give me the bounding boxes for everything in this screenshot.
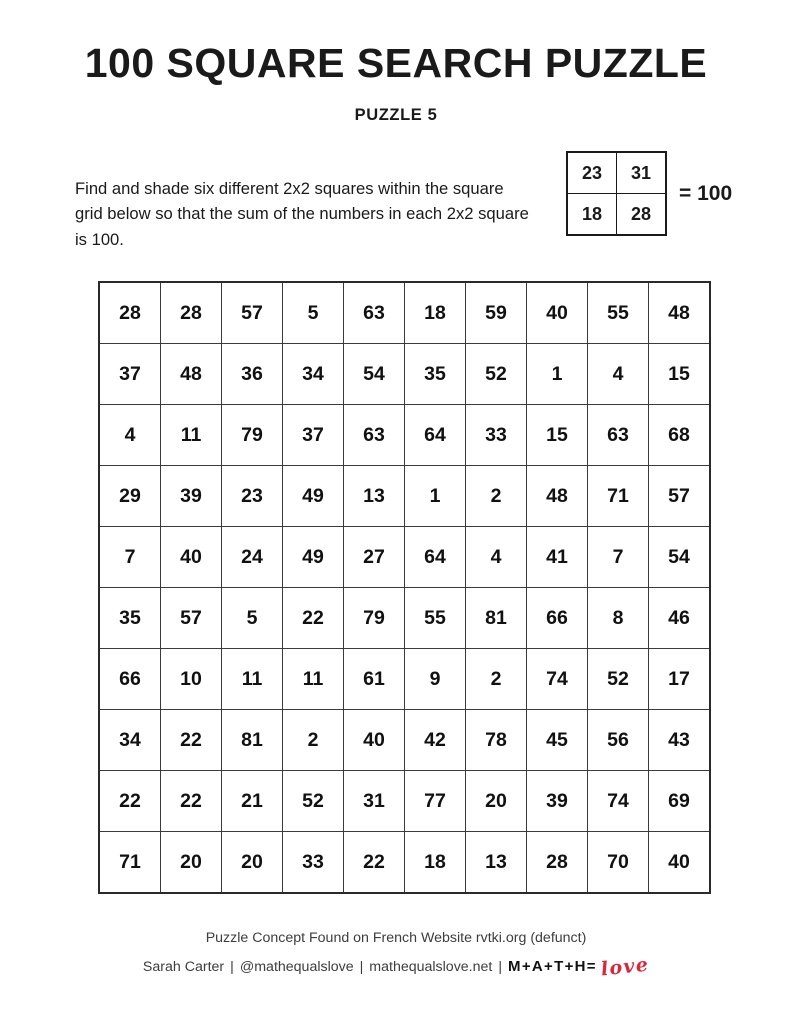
grid-cell[interactable]: 57 (222, 282, 283, 344)
grid-cell[interactable]: 64 (405, 527, 466, 588)
footer-author: Sarah Carter (142, 959, 225, 976)
grid-cell[interactable]: 9 (405, 649, 466, 710)
example-block (566, 151, 732, 236)
puzzle-grid-wrapper (98, 281, 711, 894)
page-title: 100 SQUARE SEARCH PUZZLE (84, 40, 708, 86)
grid-cell[interactable]: 22 (99, 771, 161, 832)
grid-cell[interactable]: 22 (344, 832, 405, 894)
grid-cell[interactable]: 22 (161, 710, 222, 771)
grid-cell[interactable]: 4 (99, 405, 161, 466)
grid-cell[interactable]: 37 (283, 405, 344, 466)
grid-cell[interactable]: 35 (405, 344, 466, 405)
grid-cell[interactable]: 29 (99, 466, 161, 527)
grid-cell[interactable]: 8 (588, 588, 649, 649)
grid-cell[interactable]: 54 (649, 527, 711, 588)
grid-cell[interactable]: 5 (283, 282, 344, 344)
grid-row (99, 527, 710, 588)
grid-cell[interactable]: 66 (527, 588, 588, 649)
grid-row (99, 771, 710, 832)
grid-cell[interactable]: 40 (527, 282, 588, 344)
grid-cell[interactable]: 4 (588, 344, 649, 405)
grid-cell[interactable]: 46 (649, 588, 711, 649)
grid-cell[interactable]: 13 (344, 466, 405, 527)
grid-cell[interactable]: 28 (527, 832, 588, 894)
page-subtitle: PUZZLE 5 (354, 106, 438, 125)
grid-row (99, 405, 710, 466)
grid-cell[interactable]: 55 (405, 588, 466, 649)
grid-cell[interactable]: 40 (161, 527, 222, 588)
footer-separator: | (359, 959, 364, 976)
math-equals-love-logo (508, 954, 649, 982)
grid-row (99, 588, 710, 649)
grid-cell[interactable]: 15 (527, 405, 588, 466)
grid-cell[interactable]: 66 (99, 649, 161, 710)
grid-cell[interactable]: 63 (344, 405, 405, 466)
grid-cell[interactable]: 2 (466, 466, 527, 527)
grid-cell[interactable]: 41 (527, 527, 588, 588)
grid-cell[interactable]: 2 (466, 649, 527, 710)
example-equals-label: = 100 (679, 181, 733, 205)
grid-cell[interactable]: 71 (99, 832, 161, 894)
grid-row (99, 282, 710, 344)
grid-cell[interactable]: 11 (283, 649, 344, 710)
logo-letter-m: M (508, 958, 522, 976)
grid-cell[interactable]: 39 (527, 771, 588, 832)
logo-letter-t: T (554, 958, 565, 976)
grid-cell[interactable]: 28 (161, 282, 222, 344)
grid-cell[interactable]: 7 (588, 527, 649, 588)
grid-cell[interactable]: 40 (344, 710, 405, 771)
grid-cell[interactable]: 81 (222, 710, 283, 771)
grid-cell[interactable]: 54 (344, 344, 405, 405)
grid-cell[interactable]: 42 (405, 710, 466, 771)
grid-row (99, 710, 710, 771)
grid-cell[interactable]: 63 (344, 282, 405, 344)
grid-cell[interactable]: 33 (466, 405, 527, 466)
grid-cell[interactable]: 11 (161, 405, 222, 466)
example-2x2-grid (566, 151, 667, 236)
grid-cell[interactable]: 48 (161, 344, 222, 405)
grid-cell[interactable]: 31 (344, 771, 405, 832)
grid-cell[interactable]: 79 (222, 405, 283, 466)
grid-cell[interactable]: 36 (222, 344, 283, 405)
footer (0, 928, 792, 981)
instructions-text: Find and shade six different 2x2 squares within the square grid below so that the sum of the numbers in each 2x2 square is 100. (75, 178, 529, 250)
example-cell: 23 (567, 152, 617, 194)
grid-cell[interactable]: 15 (649, 344, 711, 405)
grid-cell[interactable]: 1 (527, 344, 588, 405)
footer-separator: | (230, 959, 234, 976)
grid-cell[interactable]: 23 (222, 466, 283, 527)
logo-love-script: love (599, 953, 650, 981)
grid-cell[interactable]: 20 (466, 771, 527, 832)
grid-row (99, 466, 710, 527)
grid-cell[interactable]: 48 (649, 282, 711, 344)
intro-section (0, 151, 792, 261)
grid-cell[interactable]: 55 (588, 282, 649, 344)
grid-cell[interactable]: 49 (283, 527, 344, 588)
grid-cell[interactable]: 70 (588, 832, 649, 894)
grid-row (99, 344, 710, 405)
grid-cell[interactable]: 20 (161, 832, 222, 894)
grid-cell[interactable]: 34 (283, 344, 344, 405)
grid-cell[interactable]: 49 (283, 466, 344, 527)
grid-row (99, 649, 710, 710)
grid-cell[interactable]: 1 (405, 466, 466, 527)
grid-cell[interactable]: 20 (222, 832, 283, 894)
example-cell: 18 (567, 194, 617, 236)
example-row (567, 152, 666, 194)
footer-handle: @mathequalslove (239, 959, 354, 976)
footer-author-line (0, 954, 792, 982)
grid-cell[interactable]: 81 (466, 588, 527, 649)
grid-cell[interactable]: 7 (99, 527, 161, 588)
grid-cell[interactable]: 4 (466, 527, 527, 588)
grid-cell[interactable]: 52 (283, 771, 344, 832)
grid-cell[interactable]: 64 (405, 405, 466, 466)
grid-cell[interactable]: 22 (161, 771, 222, 832)
logo-plus: + (544, 958, 555, 976)
grid-cell[interactable]: 39 (161, 466, 222, 527)
grid-cell[interactable]: 40 (649, 832, 711, 894)
grid-cell[interactable]: 17 (649, 649, 711, 710)
example-cell: 31 (617, 152, 667, 194)
grid-cell[interactable]: 21 (222, 771, 283, 832)
grid-cell[interactable]: 57 (649, 466, 711, 527)
grid-cell[interactable]: 45 (527, 710, 588, 771)
grid-cell[interactable]: 69 (649, 771, 711, 832)
logo-letter-a: A (531, 958, 545, 976)
grid-cell[interactable]: 48 (527, 466, 588, 527)
grid-cell[interactable]: 71 (588, 466, 649, 527)
grid-cell[interactable]: 37 (99, 344, 161, 405)
grid-cell[interactable]: 52 (466, 344, 527, 405)
grid-cell[interactable]: 61 (344, 649, 405, 710)
logo-equals: = (586, 958, 597, 976)
grid-cell[interactable]: 43 (649, 710, 711, 771)
grid-cell[interactable]: 56 (588, 710, 649, 771)
grid-cell[interactable]: 74 (527, 649, 588, 710)
grid-cell[interactable]: 18 (405, 832, 466, 894)
example-cell: 28 (617, 194, 667, 236)
grid-cell[interactable]: 52 (588, 649, 649, 710)
grid-cell[interactable]: 68 (649, 405, 711, 466)
grid-cell[interactable]: 34 (99, 710, 161, 771)
grid-cell[interactable]: 79 (344, 588, 405, 649)
grid-cell[interactable]: 18 (405, 282, 466, 344)
grid-cell[interactable]: 63 (588, 405, 649, 466)
grid-row (99, 832, 710, 894)
grid-cell[interactable]: 10 (161, 649, 222, 710)
grid-cell[interactable]: 11 (222, 649, 283, 710)
grid-cell[interactable]: 59 (466, 282, 527, 344)
logo-letter-h: H (574, 958, 587, 976)
grid-cell[interactable]: 35 (99, 588, 161, 649)
grid-cell[interactable]: 57 (161, 588, 222, 649)
puzzle-grid[interactable] (98, 281, 711, 894)
footer-website[interactable]: mathequalslove.net (369, 959, 493, 976)
example-row (567, 194, 666, 236)
grid-cell[interactable]: 13 (466, 832, 527, 894)
footer-separator: | (498, 959, 503, 976)
grid-cell[interactable]: 2 (283, 710, 344, 771)
grid-cell[interactable]: 5 (222, 588, 283, 649)
grid-cell[interactable]: 33 (283, 832, 344, 894)
grid-cell[interactable]: 28 (99, 282, 161, 344)
grid-cell[interactable]: 22 (283, 588, 344, 649)
footer-credit-line: Puzzle Concept Found on French Website rvtki.org (defunct) (205, 930, 587, 946)
grid-cell[interactable]: 24 (222, 527, 283, 588)
grid-cell[interactable]: 27 (344, 527, 405, 588)
logo-plus: + (564, 958, 575, 976)
grid-cell[interactable]: 78 (466, 710, 527, 771)
logo-plus: + (521, 958, 532, 976)
grid-cell[interactable]: 74 (588, 771, 649, 832)
grid-cell[interactable]: 77 (405, 771, 466, 832)
